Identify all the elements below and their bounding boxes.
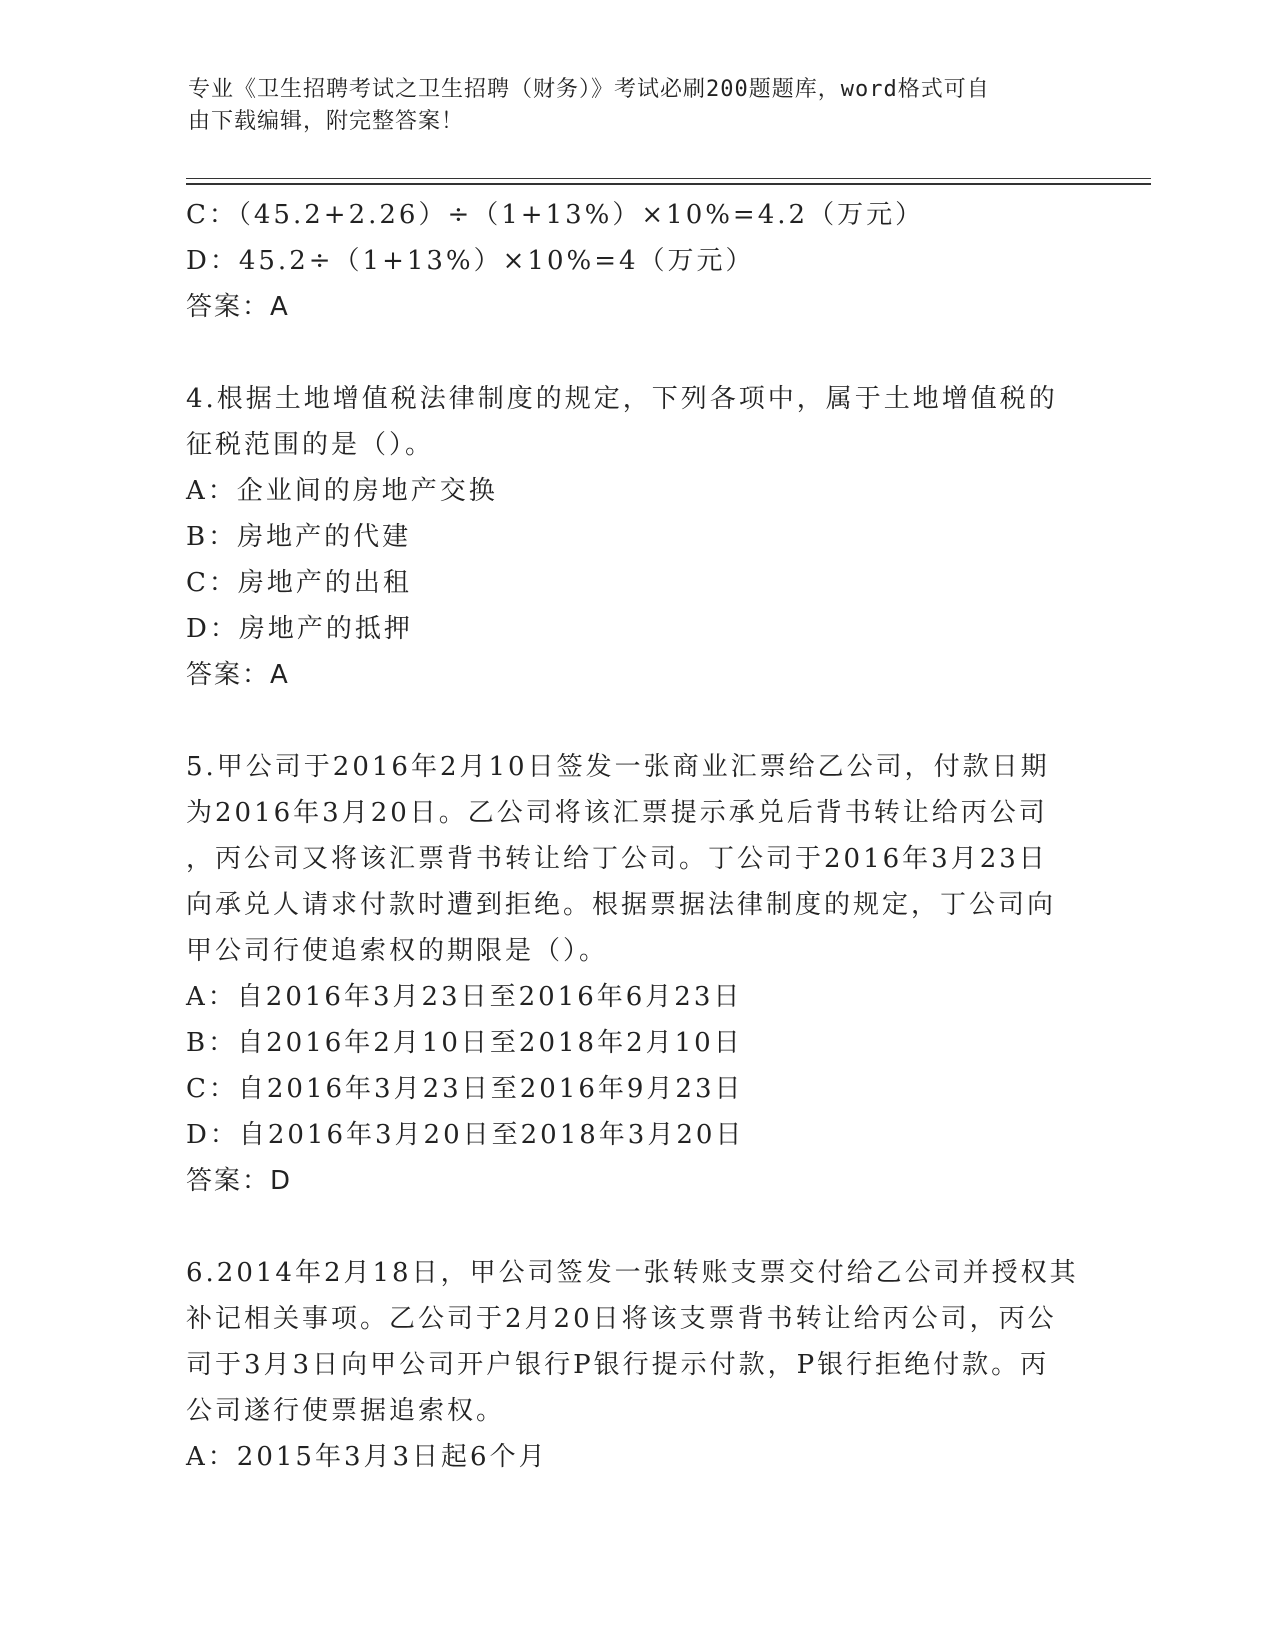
question-5 xyxy=(186,744,1086,1204)
option-d: D：45.2÷（1+13%）×10%=4（万元） xyxy=(186,246,755,276)
header-divider-top xyxy=(186,178,1151,179)
answer-line: 答案：D xyxy=(186,1166,293,1196)
question-text-line: 4.根据土地增值税法律制度的规定，下列各项中，属于土地增值税的 xyxy=(186,384,1058,414)
answer-line: 答案：A xyxy=(186,292,290,322)
option-c: C：房地产的出租 xyxy=(186,568,412,598)
question-text-line: 6.2014年2月18日，甲公司签发一张转账支票交付给乙公司并授权其 xyxy=(186,1258,1079,1288)
question-6 xyxy=(186,1250,1086,1480)
option-d: D：房地产的抵押 xyxy=(186,614,413,644)
spacer xyxy=(186,1204,1086,1250)
question-text-line: 为2016年3月20日。乙公司将该汇票提示承兑后背书转让给丙公司 xyxy=(186,798,1048,828)
question-text-line: 5.甲公司于2016年2月10日签发一张商业汇票给乙公司，付款日期 xyxy=(186,752,1050,782)
option-a: A：2015年3月3日起6个月 xyxy=(186,1442,548,1472)
header-line-1: 专业《卫生招聘考试之卫生招聘（财务）》考试必刷200题题库，word格式可自 xyxy=(188,77,990,102)
question-text-line: ，丙公司又将该汇票背书转让给丁公司。丁公司于2016年3月23日 xyxy=(186,844,1048,874)
document-body xyxy=(186,192,1086,1480)
question-text-line: 向承兑人请求付款时遭到拒绝。根据票据法律制度的规定，丁公司向 xyxy=(186,890,1057,920)
question-3-tail xyxy=(186,192,1086,330)
option-c: C：自2016年3月23日至2016年9月23日 xyxy=(186,1074,744,1104)
option-a: A：自2016年3月23日至2016年6月23日 xyxy=(186,982,743,1012)
option-b: B：房地产的代建 xyxy=(186,522,412,552)
option-d: D：自2016年3月20日至2018年3月20日 xyxy=(186,1120,745,1150)
header-divider-bottom xyxy=(186,183,1151,185)
answer-line: 答案：A xyxy=(186,660,290,690)
spacer xyxy=(186,330,1086,376)
option-b: B：自2016年2月10日至2018年2月10日 xyxy=(186,1028,743,1058)
question-text-line: 司于3月3日向甲公司开户银行P银行提示付款，P银行拒绝付款。丙 xyxy=(186,1350,1050,1380)
spacer xyxy=(186,698,1086,744)
page-header xyxy=(188,74,1068,138)
question-text-line: 甲公司行使追索权的期限是（）。 xyxy=(186,936,609,966)
option-a: A：企业间的房地产交换 xyxy=(186,476,498,506)
question-text-line: 补记相关事项。乙公司于2月20日将该支票背书转让给丙公司，丙公 xyxy=(186,1304,1057,1334)
question-text-line: 征税范围的是（）。 xyxy=(186,430,435,460)
header-line-2: 由下载编辑，附完整答案！ xyxy=(188,109,465,134)
question-text-line: 公司遂行使票据追索权。 xyxy=(186,1396,506,1426)
option-c: C：（45.2+2.26）÷（1+13%）×10%=4.2（万元） xyxy=(186,200,925,230)
question-4 xyxy=(186,376,1086,698)
